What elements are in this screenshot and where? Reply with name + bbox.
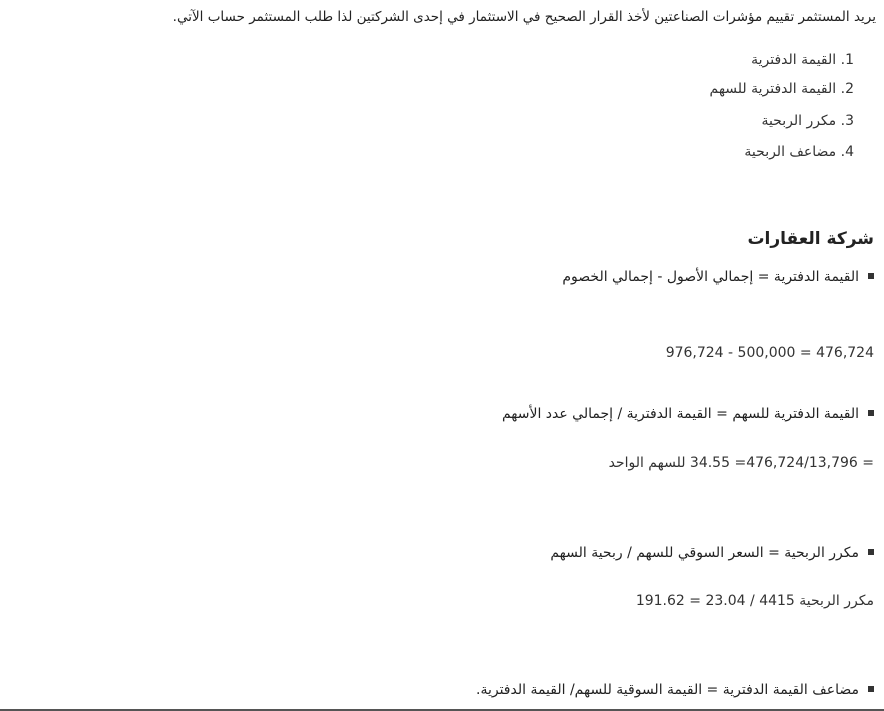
bullet-item-book-value-per-share — [502, 403, 874, 425]
numbered-item-4: 4. مضاعف الربحية — [744, 144, 854, 160]
bullet-text: مضاعف القيمة الدفترية = القيمة السوقية للسهم/ القيمة الدفترية. — [476, 682, 859, 698]
bullet-square-icon — [868, 273, 874, 279]
numbered-item-2: 2. القيمة الدفترية للسهم — [709, 81, 854, 97]
calculation-pe-ratio: مكرر الربحية 4415 / 23.04 = 191.62 — [635, 593, 874, 609]
bullet-text: القيمة الدفترية للسهم = القيمة الدفترية / إجمالي عدد الأسهم — [501, 406, 859, 422]
bullet-item-pb-ratio — [476, 679, 874, 701]
bullet-item-pe-ratio — [550, 542, 874, 564]
bullet-text: مكرر الربحية = السعر السوقي للسهم / ربحية السهم — [550, 545, 859, 561]
bullet-square-icon — [868, 549, 874, 555]
numbered-item-1: 1. القيمة الدفترية — [751, 52, 854, 68]
intro-paragraph: يريد المستثمر تقييم مؤشرات الصناعتين لأخذ القرار الصحيح في الاستثمار في إحدى الشركتين لذا طلب المستثمر حساب الآتي. — [172, 9, 876, 25]
bullet-item-book-value — [562, 266, 874, 288]
calculation-book-value-per-share: = 476,724/13,796= 34.55 للسهم الواحد — [608, 455, 874, 471]
bullet-square-icon — [868, 686, 874, 692]
bullet-square-icon — [868, 410, 874, 416]
numbered-item-3: 3. مكرر الربحية — [761, 113, 854, 129]
calculation-book-value: 476,724 = 500,000 - 976,724 — [665, 345, 874, 361]
bullet-text: القيمة الدفترية = إجمالي الأصول - إجمالي الخصوم — [562, 269, 859, 285]
company-heading: شركة العقارات — [747, 229, 874, 249]
